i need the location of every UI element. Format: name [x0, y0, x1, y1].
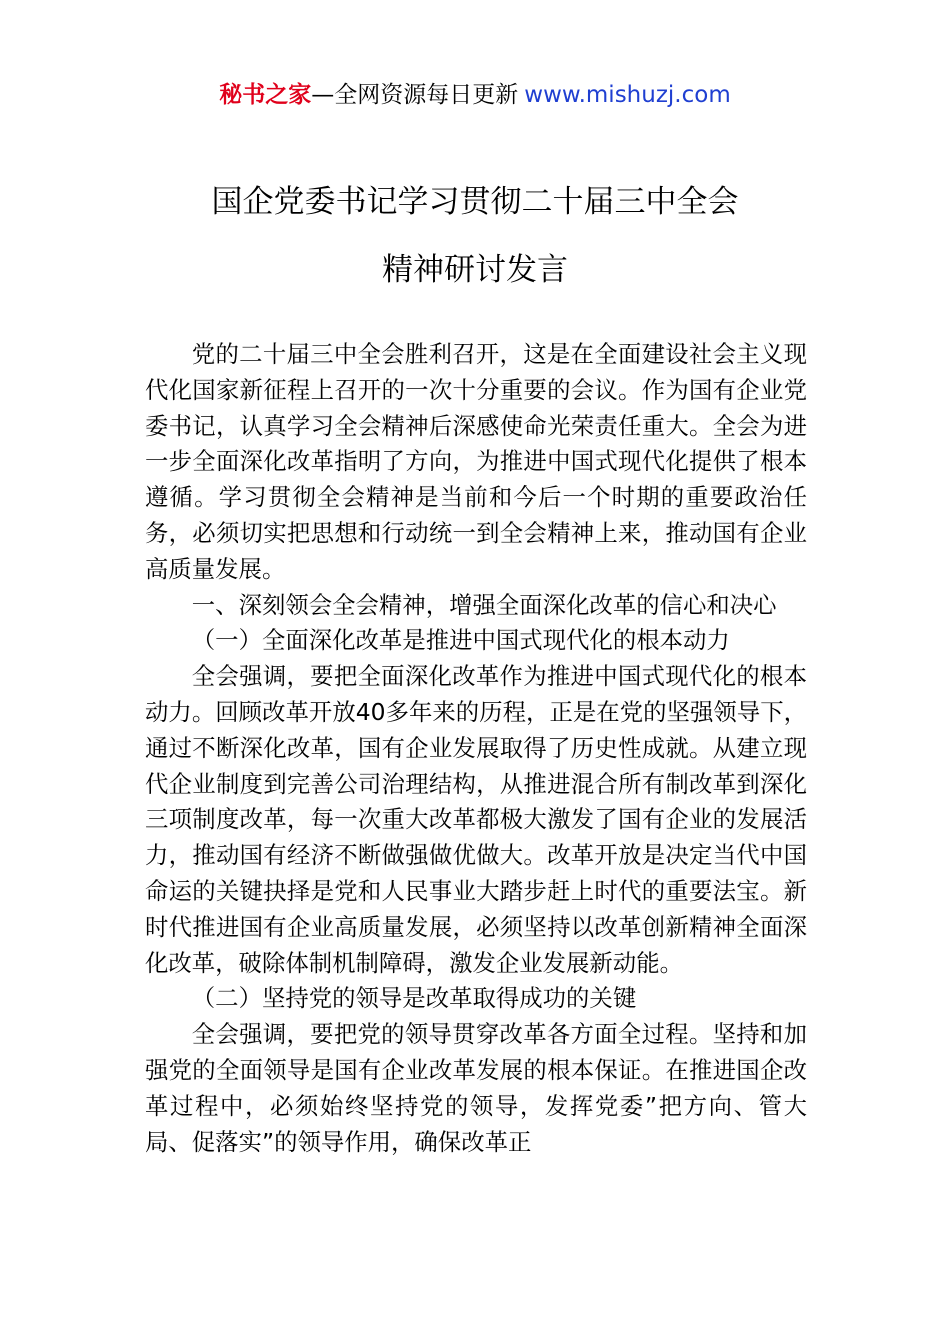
section-heading-1: 一、深刻领会全会精神，增强全面深化改革的信心和决心 — [191, 590, 777, 619]
document-title-line-2: 精神研讨发言 — [382, 252, 568, 288]
paragraph-party-leadership: 全会强调，要把党的领导贯穿改革各方面全过程。坚持和加强党的全面领导是国有企业改革发展的根本保证。在推进国企改革过程中，必须始终坚持党的领导，发挥党委”把方向、管大局、促落实”的领导作用，确保改革正 — [145, 1020, 807, 1156]
document-title — [100, 168, 850, 304]
site-url-link[interactable]: www.mishuzj.com — [524, 82, 731, 108]
site-tagline: —全网资源每日更新 — [311, 82, 519, 108]
subsection-heading-1: （一）全面深化改革是推进中国式现代化的根本动力 — [191, 626, 730, 655]
subsection-heading-2: （二）坚持党的领导是改革取得成功的关键 — [191, 984, 637, 1013]
site-header — [0, 80, 950, 110]
site-name: 秘书之家 — [219, 82, 312, 108]
document-body — [145, 337, 807, 1160]
paragraph-intro: 党的二十届三中全会胜利召开，这是在全面建设社会主义现代化国家新征程上召开的一次十分重要的会议。作为国有企业党委书记，认真学习全会精神后深感使命光荣责任重大。全会为进一步全面深化改革指明了方向，为推进中国式现代化提供了根本遵循。学习贯彻全会精神是当前和今后一个时期的重要政治任务，必须切实把思想和行动统一到全会精神上来，推动国有企业高质量发展。 — [145, 340, 807, 583]
document-title-line-1: 国企党委书记学习贯彻二十届三中全会 — [211, 184, 739, 220]
paragraph-reform-power: 全会强调，要把全面深化改革作为推进中国式现代化的根本动力。回顾改革开放40多年来的历程，正是在党的坚强领导下，通过不断深化改革，国有企业发展取得了历史性成就。从建立现代企业制度到完善公司治理结构，从推进混合所有制改革到深化三项制度改革，每一次重大改革都极大激发了国有企业的发展活力，推动国有经济不断做强做优做大。改革开放是决定当代中国命运的关键抉择是党和人民事业大踏步赶上时代的重要法宝。新时代推进国有企业高质量发展，必须坚持以改革创新精神全面深化改革，破除体制机制障碍，激发企业发展新动能。 — [145, 662, 807, 977]
